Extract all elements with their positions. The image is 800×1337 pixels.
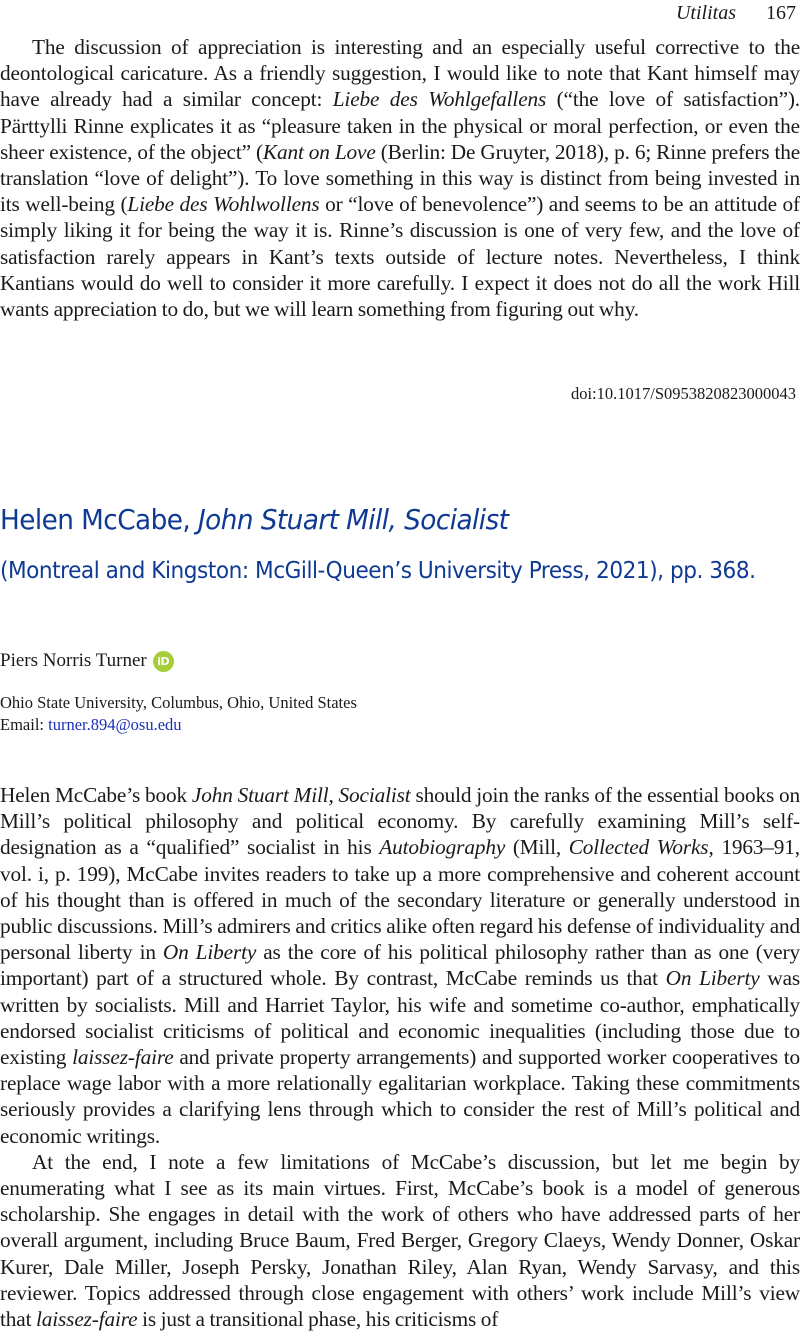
email-link[interactable]: turner.894@osu.edu bbox=[48, 715, 182, 734]
running-head bbox=[676, 0, 796, 26]
previous-review-ending bbox=[0, 34, 800, 322]
review-paragraph-1: Helen McCabe’s book John Stuart Mill, Socialist should join the ranks of the essential books on Mill’s political philosophy and political economy. By carefully examining Mill’s self-designation as a “qualified” socialist in his Autobiography (Mill, Collected Works, 1963–91, vol. i, p. 199), McCabe invites readers to take up a more comprehensive and coherent account of his thought than is offered in much of the secondary literature or generally understood in public discussions. Mill’s admirers and critics alike often regard his defense of individuality and personal liberty in On Liberty as the core of his political philosophy rather than as one (very important) part of a structured whole. By contrast, McCabe reminds us that On Liberty was written by socialists. Mill and Harriet Taylor, his wife and sometime co-author, emphatically endorsed socialist criticisms of political and economic inequalities (including those due to existing laissez-faire and private property arrangements) and supported worker cooperatives to replace wage labor with a more relationally egalitarian workplace. Taking these commitments seriously provides a clarifying lens through which to consider the rest of Mill’s political and economic writings. bbox=[0, 783, 800, 1148]
page-number: 167 bbox=[766, 1, 796, 24]
doi[interactable]: doi:10.1017/S0953820823000043 bbox=[570, 384, 796, 403]
email-line bbox=[0, 714, 357, 736]
affiliation: Ohio State University, Columbus, Ohio, United States bbox=[0, 693, 357, 712]
affiliation-block bbox=[0, 692, 357, 736]
review-title bbox=[0, 503, 508, 537]
review-body bbox=[0, 782, 800, 1332]
previous-review-paragraph: The discussion of appreciation is interesting and an especially useful corrective to the deontological caricature. As a friendly suggestion, I would like to note that Kant himself may have already had a similar concept: Liebe des Wohlgefallens (“the love of satisfaction”). Pärttylli Rinne explicates it as “pleasure taken in the physical or moral perfection, or even the sheer existence, of the object” (Kant on Love (Berlin: De Gruyter, 2018), p. 6; Rinne prefers the translation “love of delight”). To love something in this way is distinct from being invested in its well-being (Liebe des Wohlwollens or “love of benevolence”) and seems to be an attitude of simply liking it for being the way it is. Rinne’s discussion is one of very few, and the love of satisfaction rarely appears in Kant’s texts outside of lecture notes. Nevertheless, I think Kantians would do well to consider it more carefully. I expect it does not do all the work Hill wants appreciation to do, but we will learn something from figuring out why. bbox=[0, 35, 800, 322]
email-label: Email: bbox=[0, 715, 49, 734]
orcid-icon[interactable]: iD bbox=[153, 651, 174, 672]
journal-name: Utilitas bbox=[675, 1, 736, 24]
review-title-book: John Stuart Mill, Socialist bbox=[197, 503, 509, 536]
reviewer bbox=[0, 650, 174, 672]
review-paragraph-2: At the end, I note a few limitations of McCabe’s discussion, but let me begin by enumerating what I see as its main virtues. First, McCabe’s book is a model of generous scholarship. She engages in detail with the work of others who have addressed parts of her overall argument, including Bruce Baum, Fred Berger, Gregory Claeys, Wendy Donner, Oskar Kurer, Dale Miller, Joseph Persky, Jonathan Riley, Alan Ryan, Wendy Sarvasy, and this reviewer. Topics addressed through close engagement with others’ work include Mill’s view that laissez-faire is just a transitional phase, his criticisms of bbox=[0, 1149, 800, 1332]
review-subtitle: (Montreal and Kingston: McGill-Queen’s University Press, 2021), pp. 368. bbox=[0, 558, 756, 584]
review-title-author: Helen McCabe, bbox=[0, 503, 198, 536]
reviewer-name: Piers Norris Turner bbox=[0, 650, 147, 671]
